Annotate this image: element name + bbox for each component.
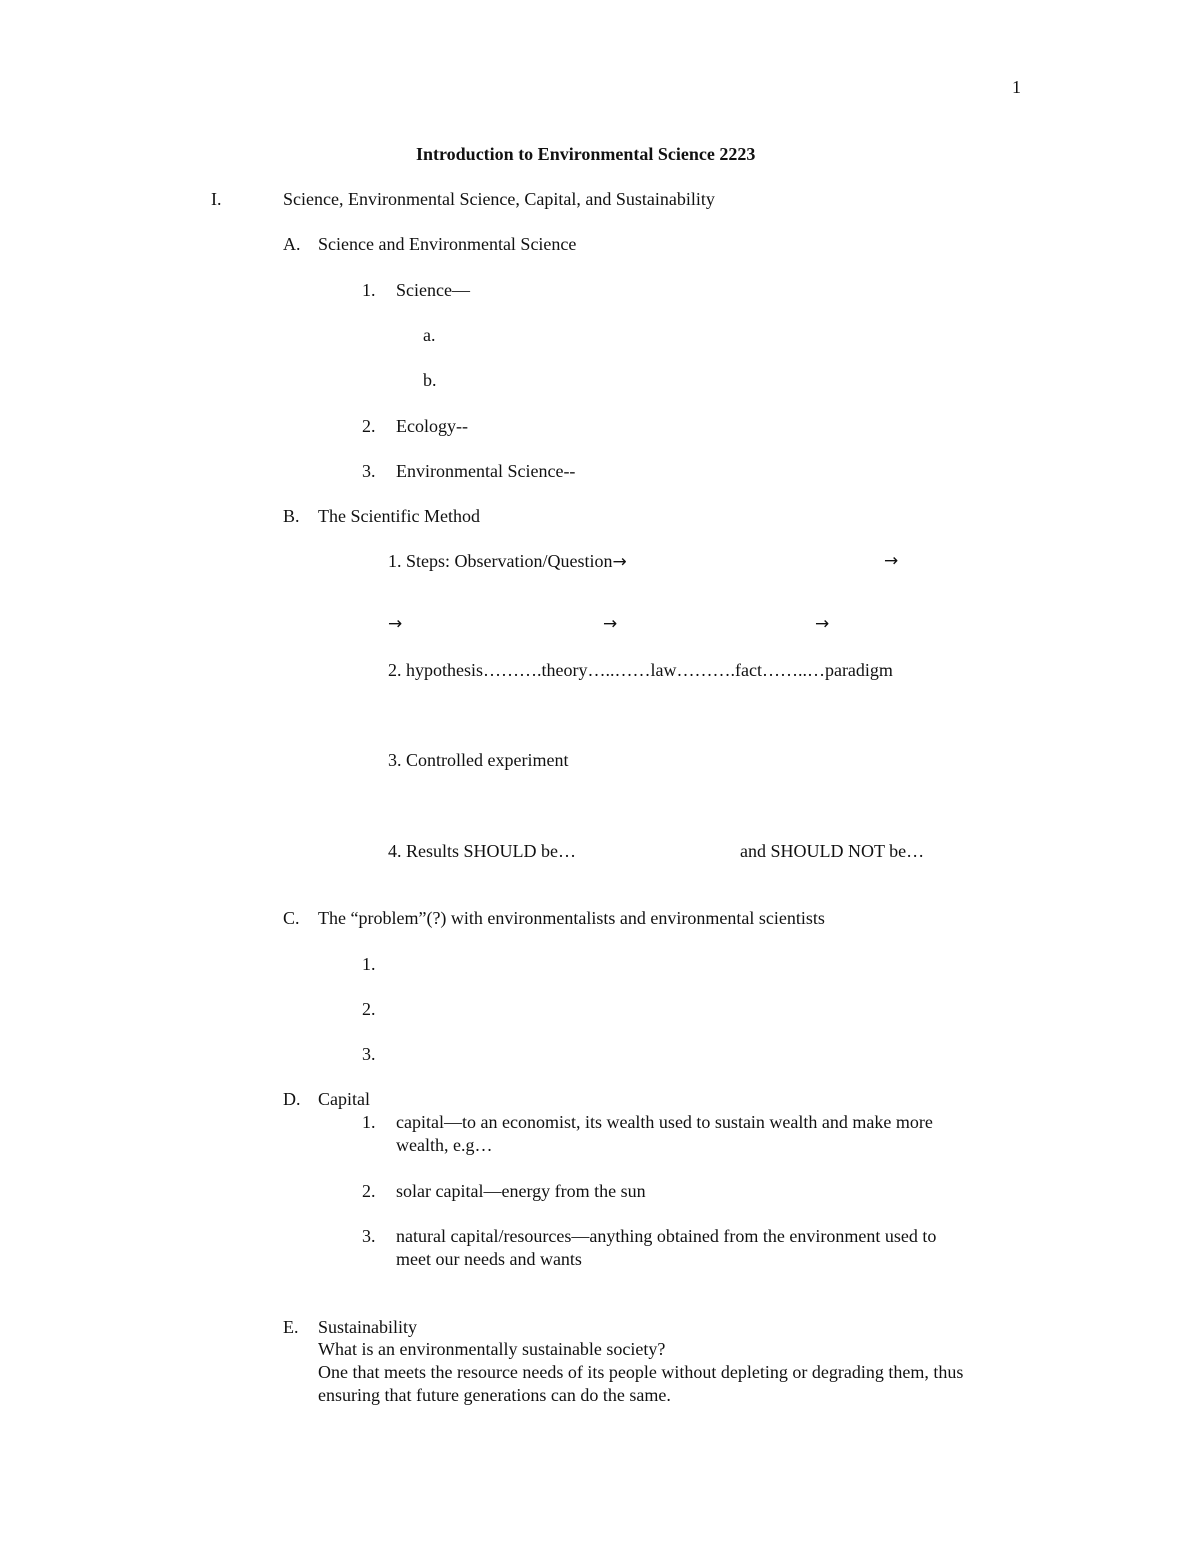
- outline-d3-line2: meet our needs and wants: [396, 1249, 582, 1269]
- outline-a1-text: Science—: [396, 280, 470, 300]
- outline-c1-marker: 1.: [362, 954, 376, 974]
- outline-d2-marker: 2.: [362, 1181, 376, 1201]
- sustainability-answer-line2: ensuring that future generations can do the same.: [318, 1385, 671, 1405]
- arrow-right-icon: →: [612, 552, 627, 572]
- outline-d2-text: solar capital—energy from the sun: [396, 1181, 646, 1201]
- outline-c-heading: The “problem”(?) with environmentalists and environmental scientists: [318, 908, 825, 928]
- steps-label: 1. Steps: Observation/Question: [388, 551, 613, 571]
- outline-b-marker: B.: [283, 506, 300, 526]
- outline-d-heading: Capital: [318, 1089, 370, 1109]
- outline-e-marker: E.: [283, 1317, 299, 1337]
- document-title: Introduction to Environmental Science 2223: [416, 144, 756, 164]
- outline-d3-line1: natural capital/resources—anything obtained from the environment used to: [396, 1226, 937, 1246]
- results-should-not-text: and SHOULD NOT be…: [740, 841, 925, 861]
- sustainability-question: What is an environmentally sustainable society?: [318, 1339, 666, 1359]
- outline-a2-marker: 2.: [362, 416, 376, 436]
- outline-b-heading: The Scientific Method: [318, 506, 480, 526]
- outline-c-marker: C.: [283, 908, 300, 928]
- sustainability-answer-line1: One that meets the resource needs of its people without depleting or degrading them, thus: [318, 1362, 964, 1382]
- outline-c2-marker: 2.: [362, 999, 376, 1019]
- outline-a-marker: A.: [283, 234, 301, 254]
- outline-c3-marker: 3.: [362, 1044, 376, 1064]
- arrow-right-icon: →: [603, 614, 618, 634]
- outline-d1-line2: wealth, e.g…: [396, 1135, 493, 1155]
- outline-a-heading: Science and Environmental Science: [318, 234, 577, 254]
- outline-d3-marker: 3.: [362, 1226, 376, 1246]
- results-should-text: 4. Results SHOULD be…: [388, 841, 576, 861]
- controlled-experiment-line: 3. Controlled experiment: [388, 750, 569, 770]
- arrow-right-icon: →: [388, 614, 403, 634]
- steps-line: [388, 550, 627, 573]
- outline-a3-text: Environmental Science--: [396, 461, 576, 481]
- outline-a1b-marker: b.: [423, 370, 437, 390]
- outline-a3-marker: 3.: [362, 461, 376, 481]
- outline-a1a-marker: a.: [423, 325, 436, 345]
- section-i-marker: I.: [211, 189, 222, 209]
- outline-a1-marker: 1.: [362, 280, 376, 300]
- page-number: 1: [1012, 77, 1021, 97]
- outline-d-marker: D.: [283, 1089, 301, 1109]
- outline-e-heading: Sustainability: [318, 1317, 417, 1337]
- outline-d1-marker: 1.: [362, 1112, 376, 1132]
- science-hierarchy-line: 2. hypothesis……….theory…..……law……….fact……..…paradigm: [388, 660, 893, 680]
- outline-d1-line1: capital—to an economist, its wealth used to sustain wealth and make more: [396, 1112, 933, 1132]
- arrow-right-icon: →: [815, 614, 830, 634]
- outline-a2-text: Ecology--: [396, 416, 468, 436]
- section-i-heading: Science, Environmental Science, Capital, and Sustainability: [283, 189, 715, 209]
- arrow-right-icon: →: [884, 551, 899, 571]
